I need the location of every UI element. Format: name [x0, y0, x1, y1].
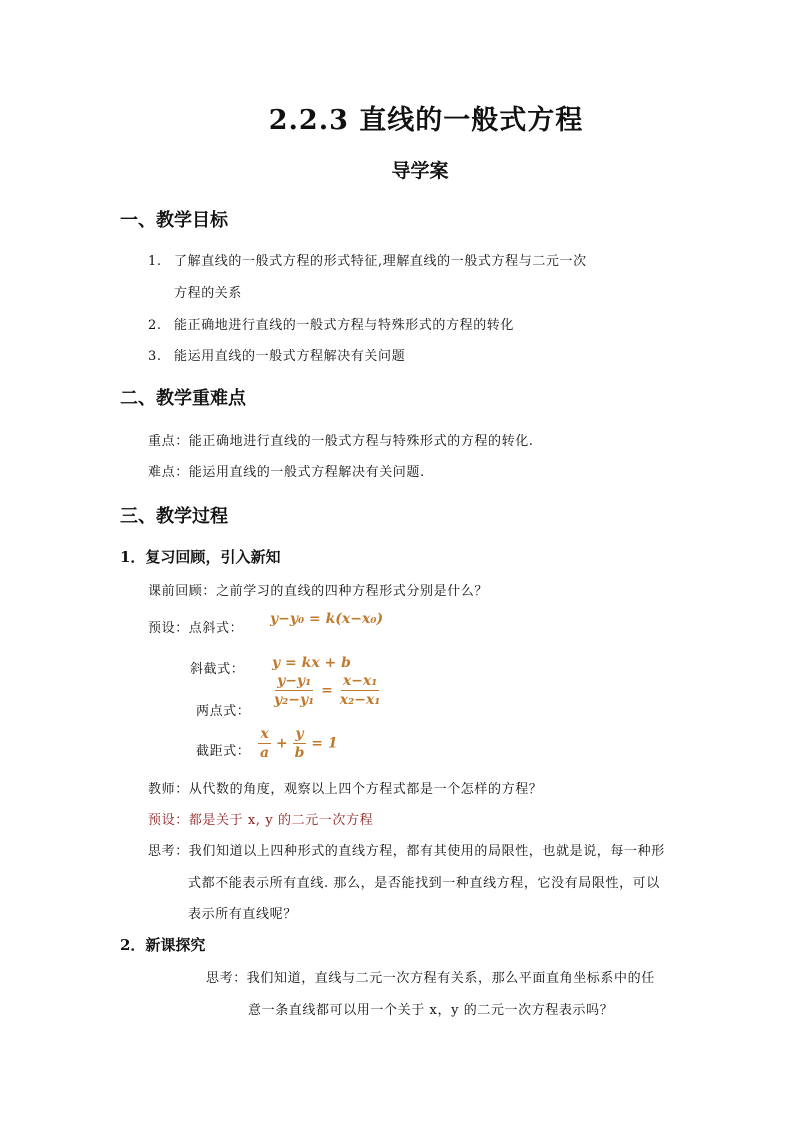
fraction-right [338, 673, 383, 708]
think-text-line1: 思考：我们知道以上四种形式的直线方程，都有其使用的局限性，也就是说，每一种形 [148, 844, 665, 859]
item-text: 了解直线的一般式方程的形式特征,理解直线的一般式方程与二元一次 [174, 254, 587, 269]
item-text: 能运用直线的一般式方程解决有关问题 [174, 349, 406, 364]
intercept-label: 截距式： [196, 744, 251, 759]
equals-one: = 1 [311, 735, 338, 752]
numerator: x−x₁ [342, 673, 378, 689]
subsection-heading-explore: 2．新课探究 [120, 936, 206, 954]
slope-intercept-label: 斜截式： [190, 662, 245, 677]
teacher-question: 教师：从代数的角度，观察以上四个方程式都是一个怎样的方程？ [148, 782, 543, 797]
list-item [148, 314, 514, 333]
item-number: 3. [148, 349, 162, 364]
point-slope-label: 预设：点斜式： [148, 621, 244, 636]
explore-think-line2: 意一条直线都可以用一个关于 x，y 的二元一次方程表示吗？ [248, 1003, 614, 1018]
subsection-heading-review: 1．复习回顾，引入新知 [120, 548, 281, 566]
item-number: 1. [148, 254, 162, 269]
page-title: 2.2.3 直线的一般式方程 [268, 105, 584, 136]
item-text-continued: 方程的关系 [174, 286, 243, 301]
fraction-left [258, 726, 271, 761]
denominator: y₂−y₁ [274, 692, 315, 708]
two-point-formula [272, 673, 382, 708]
section-heading-goals: 一、教学目标 [120, 210, 228, 231]
page-subtitle: 导学案 [391, 160, 449, 182]
two-point-label: 两点式： [196, 704, 251, 719]
slope-intercept-formula: y = kx + b [272, 655, 351, 671]
item-number: 2. [148, 318, 162, 333]
item-text: 能正确地进行直线的一般式方程与特殊形式的方程的转化 [174, 318, 515, 333]
numerator: y−y₁ [277, 673, 312, 689]
fraction-right [293, 726, 307, 761]
denominator: b [294, 745, 305, 761]
fraction-left [272, 673, 316, 708]
think-text-line3: 表示所有直线呢？ [188, 907, 297, 922]
numerator: x [260, 726, 269, 742]
equals-sign: = [321, 682, 333, 699]
plus-sign: + [275, 735, 288, 752]
numerator: y [295, 726, 304, 742]
list-item [148, 345, 405, 364]
section-heading-process: 三、教学过程 [120, 506, 228, 527]
key-point-text: 重点：能正确地进行直线的一般式方程与特殊形式的方程的转化. [148, 434, 534, 449]
preset-answer: 预设：都是关于 x, y 的二元一次方程 [148, 813, 374, 828]
section-heading-keypoints: 二、教学重难点 [120, 388, 246, 409]
point-slope-formula: y−y₀ = k(x−x₀) [270, 611, 384, 627]
denominator: x₂−x₁ [339, 692, 381, 708]
list-item [148, 250, 587, 269]
review-question: 课前回顾：之前学习的直线的四种方程形式分别是什么？ [148, 584, 489, 599]
intercept-formula [258, 726, 338, 761]
difficult-point-text: 难点：能运用直线的一般式方程解决有关问题. [148, 465, 425, 480]
explore-think-line1: 思考：我们知道，直线与二元一次方程有关系，那么平面直角坐标系中的任 [206, 971, 655, 986]
denominator: a [260, 745, 270, 761]
think-text-line2: 式都不能表示所有直线. 那么，是否能找到一种直线方程，它没有局限性，可以 [188, 876, 660, 891]
